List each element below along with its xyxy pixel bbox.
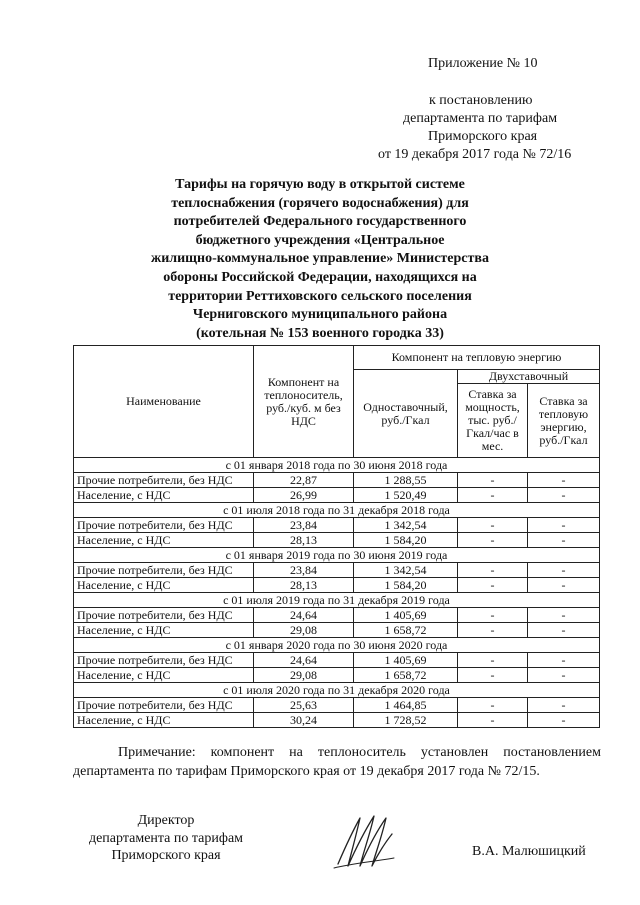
- header-energy: Компонент на тепловую энергию: [354, 346, 600, 370]
- table-row: [74, 473, 600, 488]
- row-capacity: -: [458, 653, 528, 668]
- title-line: потребителей Федерального государственного: [173, 214, 467, 230]
- row-single: 1 342,54: [354, 563, 458, 578]
- row-single: 1 288,55: [354, 473, 458, 488]
- row-carrier: 23,84: [254, 563, 354, 578]
- row-single: 1 520,49: [354, 488, 458, 503]
- row-energy: -: [528, 623, 600, 638]
- period-row: с 01 января 2019 года по 30 июня 2019 года: [74, 548, 600, 563]
- row-name: Население, с НДС: [74, 578, 254, 593]
- header-single-rate: Одноставочный, руб./Гкал: [354, 370, 458, 458]
- title-line: Тарифы на горячую воду в открытой системе: [175, 177, 465, 192]
- row-single: 1 584,20: [354, 533, 458, 548]
- period-row: с 01 января 2020 года по 30 июня 2020 года: [74, 638, 600, 653]
- row-carrier: 24,64: [254, 653, 354, 668]
- row-single: 1 342,54: [354, 518, 458, 533]
- table-row: [74, 563, 600, 578]
- row-single: 1 464,85: [354, 698, 458, 713]
- table-row: [74, 623, 600, 638]
- row-capacity: -: [458, 518, 528, 533]
- header-energy-rate: Ставка за тепловую энергию, руб./Гкал: [528, 384, 600, 458]
- title-line: бюджетного учреждения «Центральное: [195, 232, 445, 248]
- table-row: [74, 698, 600, 713]
- appendix-line-4: от 19 декабря 2017 года № 72/16: [378, 147, 572, 162]
- row-name: Население, с НДС: [74, 488, 254, 503]
- row-single: 1 728,52: [354, 713, 458, 728]
- row-capacity: -: [458, 578, 528, 593]
- header-carrier: Компонент на теплоноситель, руб./куб. м без НДС: [254, 346, 354, 458]
- row-carrier: 29,08: [254, 623, 354, 638]
- row-carrier: 29,08: [254, 668, 354, 683]
- row-name: Население, с НДС: [74, 713, 254, 728]
- row-name: Население, с НДС: [74, 533, 254, 548]
- row-name: Прочие потребители, без НДС: [74, 653, 254, 668]
- row-name: Прочие потребители, без НДС: [74, 518, 254, 533]
- title-line: жилищно-коммунальное управление» Министерства: [151, 251, 489, 267]
- row-capacity: -: [458, 623, 528, 638]
- table-row: [74, 713, 600, 728]
- row-carrier: 25,63: [254, 698, 354, 713]
- table-row: [74, 668, 600, 683]
- header-two-part: Двухставочный: [458, 370, 600, 384]
- row-energy: -: [528, 533, 600, 548]
- row-energy: -: [528, 608, 600, 623]
- row-name: Прочие потребители, без НДС: [74, 563, 254, 578]
- row-carrier: 30,24: [254, 713, 354, 728]
- handwritten-signature: [330, 806, 400, 876]
- row-energy: -: [528, 563, 600, 578]
- row-single: 1 658,72: [354, 668, 458, 683]
- row-name: Прочие потребители, без НДС: [74, 473, 254, 488]
- table-row: [74, 653, 600, 668]
- row-name: Прочие потребители, без НДС: [74, 608, 254, 623]
- row-name: Население, с НДС: [74, 668, 254, 683]
- row-carrier: 28,13: [254, 578, 354, 593]
- title-line: теплоснабжения (горячего водоснабжения) для: [171, 195, 469, 211]
- period-row: с 01 января 2018 года по 30 июня 2018 года: [74, 458, 600, 473]
- title-line: Черниговского муниципального района: [192, 307, 448, 323]
- tariff-table: [73, 345, 600, 728]
- period-row: с 01 июля 2018 года по 31 декабря 2018 года: [74, 503, 600, 518]
- row-capacity: -: [458, 488, 528, 503]
- title-line: (котельная № 153 военного городка 33): [196, 325, 444, 341]
- title-line: обороны Российской Федерации, находящихся на: [163, 269, 477, 285]
- table-row: [74, 533, 600, 548]
- row-single: 1 584,20: [354, 578, 458, 593]
- row-capacity: -: [458, 713, 528, 728]
- row-energy: -: [528, 653, 600, 668]
- row-energy: -: [528, 578, 600, 593]
- row-energy: -: [528, 488, 600, 503]
- row-capacity: -: [458, 473, 528, 488]
- note-paragraph: Примечание: компонент на теплоноситель установлен постановлением департамента по тарифам Приморского края от 19 декабря 2017 года № 72/15.: [73, 745, 601, 779]
- row-carrier: 28,13: [254, 533, 354, 548]
- row-name: Прочие потребители, без НДС: [74, 698, 254, 713]
- table-row: [74, 608, 600, 623]
- period-row: с 01 июля 2020 года по 31 декабря 2020 года: [74, 683, 600, 698]
- appendix-line-1: к постановлению: [429, 93, 533, 108]
- row-energy: -: [528, 713, 600, 728]
- row-carrier: 26,99: [254, 488, 354, 503]
- row-name: Население, с НДС: [74, 623, 254, 638]
- row-single: 1 405,69: [354, 608, 458, 623]
- title-line: территории Реттиховского сельского поселения: [168, 288, 472, 304]
- row-energy: -: [528, 698, 600, 713]
- row-single: 1 658,72: [354, 623, 458, 638]
- header-capacity-rate: Ставка за мощность, тыс. руб./Гкал/час в мес.: [458, 384, 528, 458]
- row-capacity: -: [458, 668, 528, 683]
- row-energy: -: [528, 668, 600, 683]
- signatory-position: [76, 812, 256, 865]
- signatory-line: Приморского края: [111, 848, 221, 863]
- signatory-name: В.А. Малюшицкий: [472, 844, 586, 859]
- signatory-line: Директор: [137, 813, 195, 828]
- row-energy: -: [528, 518, 600, 533]
- appendix-number: Приложение № 10: [428, 56, 538, 71]
- appendix-line-2: департамента по тарифам: [403, 111, 558, 126]
- row-capacity: -: [458, 698, 528, 713]
- table-row: [74, 488, 600, 503]
- row-carrier: 23,84: [254, 518, 354, 533]
- table-row: [74, 518, 600, 533]
- row-carrier: 22,87: [254, 473, 354, 488]
- document-title: [120, 176, 520, 343]
- signatory-line: департамента по тарифам: [88, 830, 244, 846]
- row-capacity: -: [458, 533, 528, 548]
- period-row: с 01 июля 2019 года по 31 декабря 2019 года: [74, 593, 600, 608]
- row-single: 1 405,69: [354, 653, 458, 668]
- row-carrier: 24,64: [254, 608, 354, 623]
- header-name: Наименование: [74, 346, 254, 458]
- table-row: [74, 578, 600, 593]
- row-capacity: -: [458, 563, 528, 578]
- row-capacity: -: [458, 608, 528, 623]
- row-energy: -: [528, 473, 600, 488]
- appendix-line-3: Приморского края: [428, 129, 538, 144]
